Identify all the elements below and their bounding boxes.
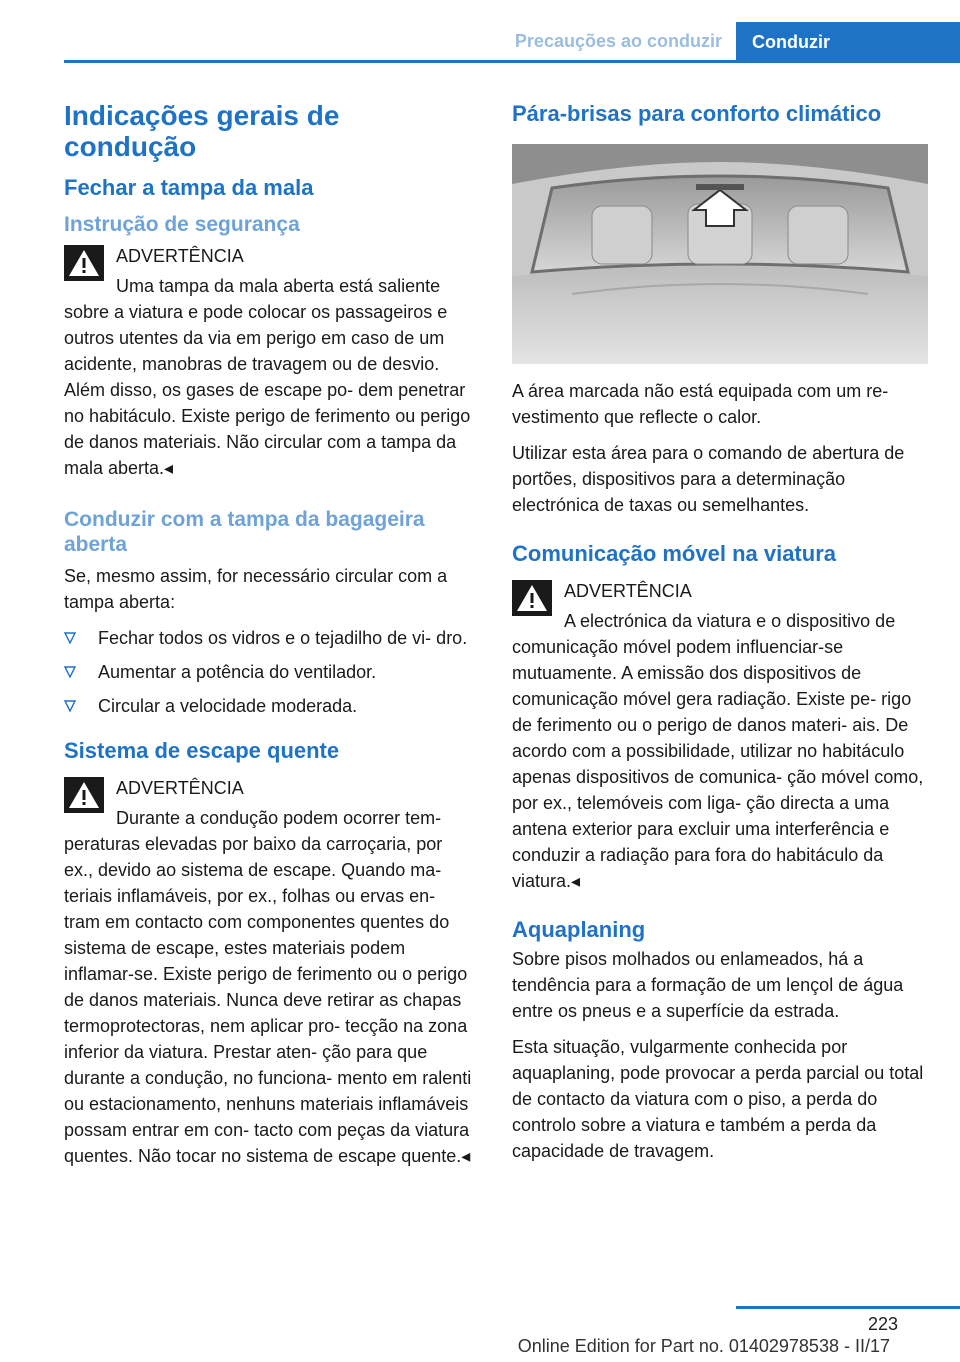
paragraph-aquaplaning-2: Esta situação, vulgarmente conhecida por aquaplaning, pode provocar a perda parcial ou total de contacto da viatura com o piso, a perda do controlo sobre a viatura e também a perda da capacidade de travagem. xyxy=(512,1037,924,1161)
heading-parabrisas: Pára-brisas para conforto climático xyxy=(512,101,882,126)
paragraph-bagageira: Se, mesmo assim, for necessário circular com a tampa aberta: xyxy=(64,566,448,612)
warning-triangle-icon xyxy=(512,580,552,616)
warning-triangle-icon xyxy=(64,245,104,281)
bullet-list xyxy=(64,625,476,719)
edition-text: Online Edition for Part no. 01402978538 - II/17 xyxy=(517,1336,890,1356)
warning-block-tampa xyxy=(64,243,476,481)
list-item xyxy=(64,693,476,719)
heading-conduzir-bagageira: Conduzir com a tampa da bagageira aberta xyxy=(64,508,425,556)
windshield-photo xyxy=(512,144,928,364)
paragraph-area-marcada: A área marcada não está equipada com um re- vestimento que reflecte o calor. xyxy=(512,381,889,427)
warning-label: ADVERTÊNCIA xyxy=(116,246,244,266)
warning-label: ADVERTÊNCIA xyxy=(116,778,244,798)
heading-instrucao-seguranca: Instrução de segurança xyxy=(64,213,300,236)
heading-aquaplaning: Aquaplaning xyxy=(512,917,646,942)
bullet-triangle-icon xyxy=(64,632,76,644)
section-tab: Conduzir xyxy=(736,22,960,63)
list-item xyxy=(64,625,476,651)
left-column xyxy=(64,100,476,1181)
warning-label: ADVERTÊNCIA xyxy=(564,581,692,601)
warning-text: Durante a condução podem ocorrer tem- peraturas elevadas por baixo da carroçaria, por ex., devido ao sistema de escape. Quando ma- teriais inflamáveis, por ex., folhas ou ervas en- tram em contacto com componentes quentes do sistema de escape, estes materiais podem inflamar-se. Existe perigo de ferimento ou o perigo de danos materiais. Nunca deve retirar as chapas termoprotectoras, nem aplicar pro- tecção na zona inferior da viatura. Prestar aten- ção para que durante a condução, no funciona- mento em ralenti ou estacionamento, nenhuns materiais inflamáveis possam entrar em con- tacto com peças da viatura quentes. Não tocar no sistema de escape quente.◂ xyxy=(64,808,472,1166)
heading-sistema-escape: Sistema de escape quente xyxy=(64,738,340,763)
heading-fechar-tampa: Fechar a tampa da mala xyxy=(64,175,314,200)
list-item-text: Aumentar a potência do ventilador. xyxy=(98,662,377,682)
list-item-text: Fechar todos os vidros e o tejadilho de vi- dro. xyxy=(98,628,468,648)
page-number: 223 xyxy=(867,1314,898,1334)
list-item xyxy=(64,659,476,685)
breadcrumb-chapter: Precauções ao conduzir xyxy=(514,31,722,51)
page-title: Indicações gerais de condução xyxy=(64,100,340,162)
warning-triangle-icon xyxy=(64,777,104,813)
warning-block-comunicacao xyxy=(512,578,928,894)
right-column xyxy=(512,100,928,1174)
footer-divider xyxy=(736,1306,960,1309)
list-item-text: Circular a velocidade moderada. xyxy=(98,696,358,716)
heading-comunicacao-movel: Comunicação móvel na viatura xyxy=(512,541,836,566)
warning-block-escape xyxy=(64,775,476,1169)
bullet-triangle-icon xyxy=(64,700,76,712)
warning-text: A electrónica da viatura e o dispositivo de comunicação móvel podem influenciar-se mutuamente. A emissão dos dispositivos de comunicação móvel gera radiação. Existe pe- rigo de ferimento ou o perigo de danos materi- ais. De acordo com a possibilidade, utilizar no habitáculo apenas dispositivos de comunica- ção móvel como, por ex., telemóveis com liga- ção directa a uma antena exterior para excluir uma interferência e conduzir a radiação para fora do habitáculo da viatura.◂ xyxy=(512,611,924,891)
paragraph-aquaplaning-1: Sobre pisos molhados ou enlameados, há a tendência para a formação de um lençol de água entre os pneus e a superfície da estrada. xyxy=(512,949,904,1021)
bullet-triangle-icon xyxy=(64,666,76,678)
paragraph-utilizar: Utilizar esta área para o comando de abertura de portões, dispositivos para a determinação electrónica de taxas ou semelhantes. xyxy=(512,443,905,515)
header-divider xyxy=(64,60,960,63)
warning-text: Uma tampa da mala aberta está saliente sobre a viatura e pode colocar os passageiros e outros utentes da via em perigo em caso de um acidente, manobras de travagem ou de desvio. Além disso, os gases de escape po- dem penetrar no habitáculo. Existe perigo de ferimento ou perigo de danos materiais. Não circular com a tampa da mala aberta.◂ xyxy=(64,276,471,478)
